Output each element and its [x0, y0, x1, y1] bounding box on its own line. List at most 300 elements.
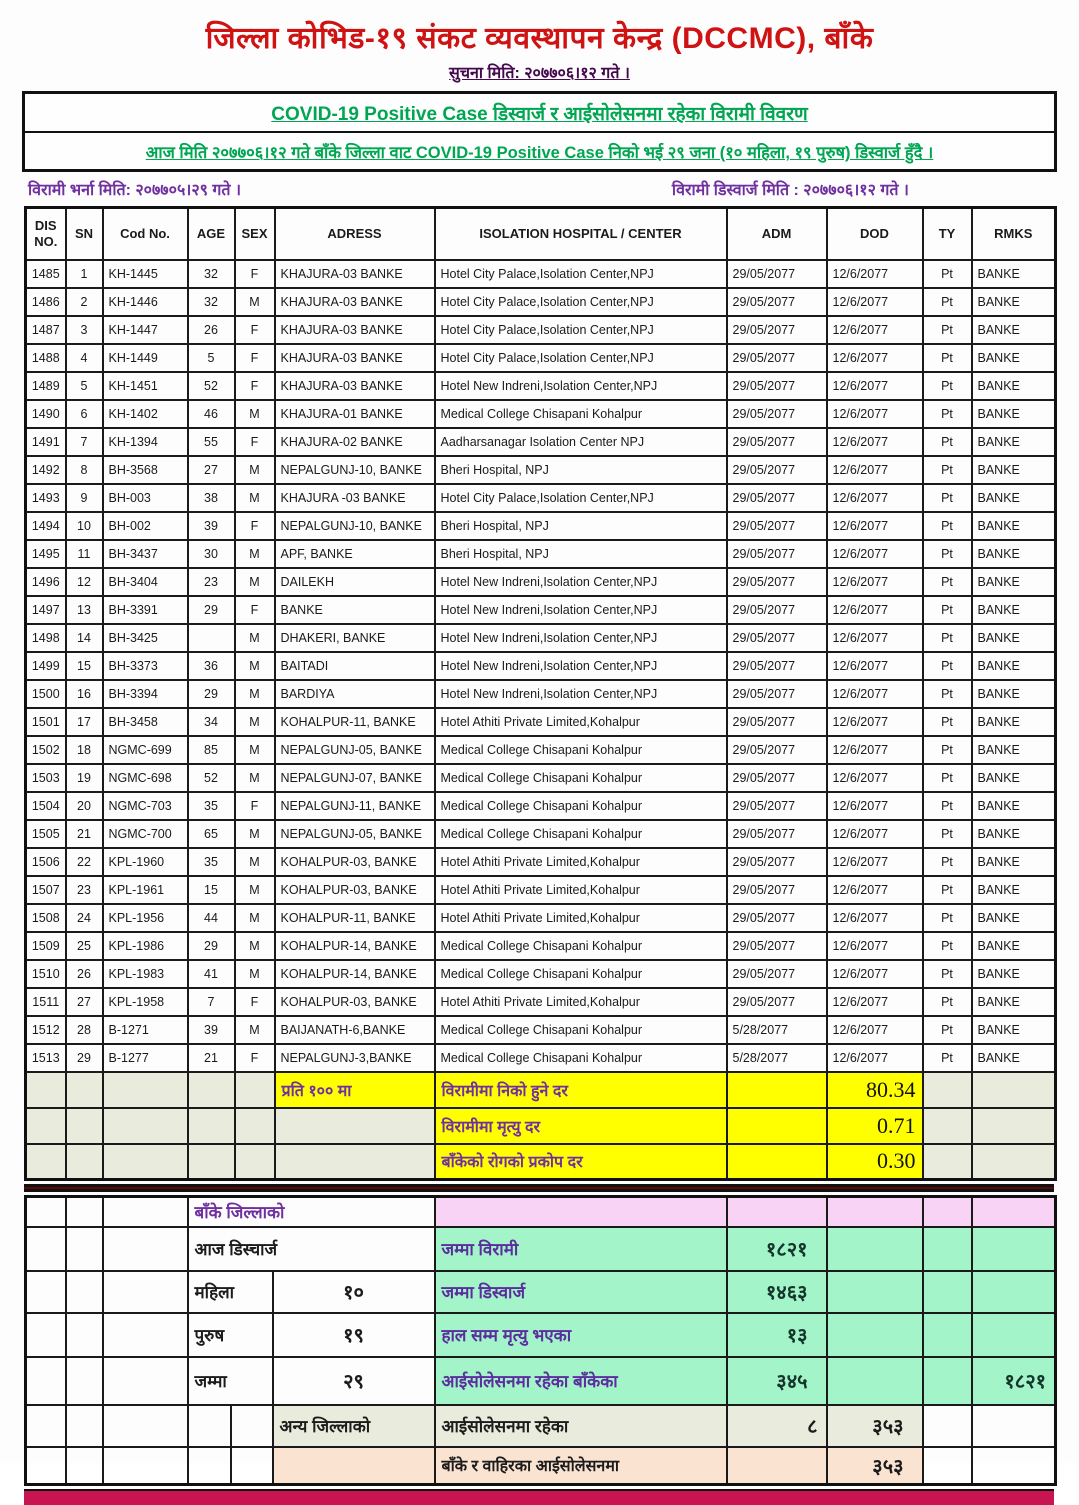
empty-cell	[188, 1447, 231, 1485]
cell-isolation-center: Bheri Hospital, NPJ	[435, 540, 727, 568]
cell-dis-no: 1512	[26, 1016, 66, 1044]
cell-dod: 12/6/2077	[827, 428, 923, 456]
cell-sex: F	[235, 596, 275, 624]
cell-cod-no: BH-3458	[103, 708, 188, 736]
empty-cell	[435, 1197, 727, 1227]
cell-rmks: BANKE	[972, 1016, 1056, 1044]
cell-ty: Pt	[923, 848, 972, 876]
cell-address: KHAJURA-03 BANKE	[275, 260, 435, 288]
cell-age: 39	[188, 512, 235, 540]
empty-cell	[26, 1447, 66, 1485]
empty-cell	[972, 1144, 1056, 1180]
cell-sn: 14	[66, 624, 103, 652]
cell-sn: 19	[66, 764, 103, 792]
cell-cod-no: NGMC-700	[103, 820, 188, 848]
rate-row-prevalence	[26, 1144, 1056, 1180]
empty-cell	[188, 1144, 235, 1180]
col-header-isolation-center: ISOLATION HOSPITAL / CENTER	[435, 208, 727, 260]
empty-cell	[103, 1227, 188, 1271]
notice-date: सुचना मिति: २०७७०६।१२ गते ।	[449, 65, 630, 82]
cell-adm: 29/05/2077	[727, 764, 827, 792]
cell-dis-no: 1509	[26, 932, 66, 960]
empty-cell	[26, 1405, 66, 1447]
male-count: १९	[273, 1313, 435, 1357]
cell-isolation-center: Hotel City Palace,Isolation Center,NPJ	[435, 484, 727, 512]
empty-cell	[188, 1405, 231, 1447]
cell-rmks: BANKE	[972, 316, 1056, 344]
cell-dod: 12/6/2077	[827, 596, 923, 624]
total-patients-value: १८२१	[727, 1227, 827, 1271]
empty-cell	[827, 1313, 923, 1357]
cell-ty: Pt	[923, 344, 972, 372]
cell-rmks: BANKE	[972, 624, 1056, 652]
cell-sex: F	[235, 792, 275, 820]
cell-cod-no: BH-3425	[103, 624, 188, 652]
empty-cell	[923, 1271, 972, 1313]
table-row	[26, 820, 1056, 848]
table-row	[26, 568, 1056, 596]
cell-sex: F	[235, 372, 275, 400]
cell-address: KHAJURA-03 BANKE	[275, 316, 435, 344]
cell-sn: 22	[66, 848, 103, 876]
header-box-line1: COVID-19 Positive Case डिस्वार्ज र आईसोलेसनमा रहेका विरामी विवरण	[25, 94, 1054, 133]
empty-cell	[972, 1447, 1056, 1485]
cell-cod-no: BH-002	[103, 512, 188, 540]
cell-ty: Pt	[923, 316, 972, 344]
empty-cell	[923, 1357, 972, 1405]
district-label: बाँके जिल्लाको	[188, 1197, 435, 1227]
cell-sn: 6	[66, 400, 103, 428]
cell-age: 7	[188, 988, 235, 1016]
table-row	[26, 288, 1056, 316]
cell-cod-no: BH-003	[103, 484, 188, 512]
cell-sn: 1	[66, 260, 103, 288]
cell-age: 26	[188, 316, 235, 344]
cell-address: NEPALGUNJ-3,BANKE	[275, 1044, 435, 1072]
cell-dod: 12/6/2077	[827, 372, 923, 400]
isolation-banke-value: ३४५	[727, 1357, 827, 1405]
cell-dis-no: 1511	[26, 988, 66, 1016]
cell-cod-no: KH-1446	[103, 288, 188, 316]
admission-date-label: विरामी भर्ना मिति: २०७७०५।२९ गते ।	[28, 182, 242, 199]
cell-isolation-center: Hotel City Palace,Isolation Center,NPJ	[435, 260, 727, 288]
cell-age: 5	[188, 344, 235, 372]
empty-cell	[103, 1357, 188, 1405]
cell-dis-no: 1494	[26, 512, 66, 540]
cell-address: NEPALGUNJ-10, BANKE	[275, 512, 435, 540]
cell-isolation-center: Hotel New Indreni,Isolation Center,NPJ	[435, 372, 727, 400]
cell-address: KOHALPUR-03, BANKE	[275, 848, 435, 876]
cell-sex: M	[235, 400, 275, 428]
cell-sex: F	[235, 260, 275, 288]
empty-cell	[235, 1108, 275, 1144]
sum-label: जम्मा	[188, 1357, 273, 1405]
cell-dis-no: 1490	[26, 400, 66, 428]
empty-cell	[231, 1447, 273, 1485]
per-100-label: प्रति १०० मा	[275, 1072, 435, 1108]
cell-isolation-center: Hotel Athiti Private Limited,Kohalpur	[435, 904, 727, 932]
cell-isolation-center: Medical College Chisapani Kohalpur	[435, 960, 727, 988]
cell-sn: 12	[66, 568, 103, 596]
empty-cell	[972, 1197, 1056, 1227]
cell-dis-no: 1497	[26, 596, 66, 624]
cell-age: 35	[188, 848, 235, 876]
cell-dis-no: 1508	[26, 904, 66, 932]
female-count: १०	[273, 1271, 435, 1313]
cell-dis-no: 1486	[26, 288, 66, 316]
summary-female-row	[26, 1271, 1056, 1313]
cell-isolation-center: Medical College Chisapani Kohalpur	[435, 400, 727, 428]
cell-sn: 2	[66, 288, 103, 316]
cell-cod-no: NGMC-699	[103, 736, 188, 764]
cell-adm: 29/05/2077	[727, 260, 827, 288]
cell-cod-no: KPL-1986	[103, 932, 188, 960]
empty-cell	[235, 1144, 275, 1180]
summary-sum-row	[26, 1357, 1056, 1405]
cell-address: APF, BANKE	[275, 540, 435, 568]
col-header-dis-no: DIS NO.	[26, 208, 66, 260]
empty-cell	[972, 1271, 1056, 1313]
cell-address: NEPALGUNJ-11, BANKE	[275, 792, 435, 820]
table-row	[26, 540, 1056, 568]
empty-cell	[923, 1197, 972, 1227]
cell-isolation-center: Hotel New Indreni,Isolation Center,NPJ	[435, 652, 727, 680]
cell-rmks: BANKE	[972, 708, 1056, 736]
patients-table	[24, 206, 1057, 1181]
cell-address: DAILEKH	[275, 568, 435, 596]
empty-cell	[26, 1197, 66, 1227]
cell-isolation-center: Medical College Chisapani Kohalpur	[435, 1016, 727, 1044]
cell-sn: 21	[66, 820, 103, 848]
empty-cell	[103, 1405, 188, 1447]
combined-isolation-label: बाँके र वाहिरका आईसोलेसनमा	[435, 1447, 727, 1485]
cell-address: NEPALGUNJ-05, BANKE	[275, 820, 435, 848]
cell-dod: 12/6/2077	[827, 764, 923, 792]
cell-address: BAITADI	[275, 652, 435, 680]
cell-sn: 26	[66, 960, 103, 988]
empty-cell	[972, 1072, 1056, 1108]
cell-rmks: BANKE	[972, 820, 1056, 848]
cell-address: NEPALGUNJ-07, BANKE	[275, 764, 435, 792]
cell-dis-no: 1493	[26, 484, 66, 512]
cell-dod: 12/6/2077	[827, 456, 923, 484]
cell-rmks: BANKE	[972, 484, 1056, 512]
cell-adm: 5/28/2077	[727, 1044, 827, 1072]
cell-isolation-center: Hotel City Palace,Isolation Center,NPJ	[435, 316, 727, 344]
cell-ty: Pt	[923, 372, 972, 400]
empty-cell	[972, 1227, 1056, 1271]
cell-sn: 24	[66, 904, 103, 932]
table-row	[26, 876, 1056, 904]
empty-cell	[827, 1271, 923, 1313]
cell-age: 29	[188, 932, 235, 960]
cell-dis-no: 1485	[26, 260, 66, 288]
cell-sn: 3	[66, 316, 103, 344]
cell-rmks: BANKE	[972, 876, 1056, 904]
cell-isolation-center: Hotel New Indreni,Isolation Center,NPJ	[435, 624, 727, 652]
cell-age: 23	[188, 568, 235, 596]
cell-sex: M	[235, 652, 275, 680]
cell-sex: M	[235, 708, 275, 736]
cell-dis-no: 1500	[26, 680, 66, 708]
cell-isolation-center: Hotel New Indreni,Isolation Center,NPJ	[435, 680, 727, 708]
empty-cell	[727, 1072, 827, 1108]
empty-cell	[727, 1447, 827, 1485]
cell-age: 21	[188, 1044, 235, 1072]
cell-rmks: BANKE	[972, 932, 1056, 960]
cell-cod-no: KPL-1958	[103, 988, 188, 1016]
cell-adm: 29/05/2077	[727, 596, 827, 624]
cell-sex: F	[235, 428, 275, 456]
cell-age: 52	[188, 764, 235, 792]
cell-isolation-center: Hotel Athiti Private Limited,Kohalpur	[435, 876, 727, 904]
table-row	[26, 708, 1056, 736]
cell-isolation-center: Hotel City Palace,Isolation Center,NPJ	[435, 288, 727, 316]
table-row	[26, 1044, 1056, 1072]
cell-isolation-center: Medical College Chisapani Kohalpur	[435, 820, 727, 848]
cell-rmks: BANKE	[972, 736, 1056, 764]
col-header-sn: SN	[66, 208, 103, 260]
summary-table	[24, 1195, 1057, 1486]
cell-sn: 29	[66, 1044, 103, 1072]
empty-cell	[26, 1271, 66, 1313]
separator-bar	[24, 1184, 1054, 1192]
cell-sex: M	[235, 904, 275, 932]
cell-ty: Pt	[923, 876, 972, 904]
cell-sn: 15	[66, 652, 103, 680]
cell-sn: 13	[66, 596, 103, 624]
cell-isolation-center: Aadharsanagar Isolation Center NPJ	[435, 428, 727, 456]
cell-address: KHAJURA-02 BANKE	[275, 428, 435, 456]
empty-cell	[103, 1197, 188, 1227]
recovery-rate-label: विरामीमा निको हुने दर	[435, 1072, 727, 1108]
cell-ty: Pt	[923, 736, 972, 764]
cell-dod: 12/6/2077	[827, 624, 923, 652]
table-row	[26, 764, 1056, 792]
cell-age: 41	[188, 960, 235, 988]
deaths-label: हाल सम्म मृत्यु भएका	[435, 1313, 727, 1357]
prevalence-rate-label: बाँकेको रोगको प्रकोप दर	[435, 1144, 727, 1180]
cell-age: 52	[188, 372, 235, 400]
cell-sn: 17	[66, 708, 103, 736]
cell-dis-no: 1503	[26, 764, 66, 792]
cell-dod: 12/6/2077	[827, 1016, 923, 1044]
cell-dod: 12/6/2077	[827, 568, 923, 596]
cell-ty: Pt	[923, 652, 972, 680]
sum-count: २९	[273, 1357, 435, 1405]
empty-cell	[66, 1405, 103, 1447]
col-header-cod-no: Cod No.	[103, 208, 188, 260]
cell-dod: 12/6/2077	[827, 736, 923, 764]
cell-dod: 12/6/2077	[827, 876, 923, 904]
recovery-rate-value: 80.34	[827, 1072, 923, 1108]
cell-age: 29	[188, 680, 235, 708]
empty-cell	[26, 1313, 66, 1357]
cell-ty: Pt	[923, 428, 972, 456]
cell-cod-no: B-1271	[103, 1016, 188, 1044]
table-row	[26, 344, 1056, 372]
cell-adm: 29/05/2077	[727, 316, 827, 344]
table-row	[26, 428, 1056, 456]
table-row	[26, 792, 1056, 820]
cell-cod-no: NGMC-698	[103, 764, 188, 792]
cell-sn: 5	[66, 372, 103, 400]
cell-address: KOHALPUR-03, BANKE	[275, 876, 435, 904]
cell-ty: Pt	[923, 680, 972, 708]
cell-age: 39	[188, 1016, 235, 1044]
empty-cell	[66, 1144, 103, 1180]
cell-adm: 29/05/2077	[727, 904, 827, 932]
cell-dod: 12/6/2077	[827, 820, 923, 848]
cell-sn: 27	[66, 988, 103, 1016]
empty-cell	[972, 1405, 1056, 1447]
empty-cell	[923, 1313, 972, 1357]
empty-cell	[972, 1313, 1056, 1357]
cell-dod: 12/6/2077	[827, 1044, 923, 1072]
other-isolation-label: आईसोलेसनमा रहेका	[435, 1405, 727, 1447]
table-row	[26, 372, 1056, 400]
table-row	[26, 316, 1056, 344]
cell-ty: Pt	[923, 708, 972, 736]
cell-isolation-center: Hotel Athiti Private Limited,Kohalpur	[435, 988, 727, 1016]
cell-sex: F	[235, 512, 275, 540]
table-row	[26, 596, 1056, 624]
empty-cell	[66, 1313, 103, 1357]
cell-adm: 29/05/2077	[727, 428, 827, 456]
other-district-label: अन्य जिल्लाको	[273, 1405, 435, 1447]
cell-address: KOHALPUR-03, BANKE	[275, 988, 435, 1016]
cell-address: NEPALGUNJ-05, BANKE	[275, 736, 435, 764]
cell-sex: M	[235, 764, 275, 792]
table-row	[26, 848, 1056, 876]
cell-dis-no: 1491	[26, 428, 66, 456]
cell-age: 30	[188, 540, 235, 568]
cell-sn: 4	[66, 344, 103, 372]
empty-cell	[103, 1271, 188, 1313]
cell-sex: M	[235, 680, 275, 708]
cell-ty: Pt	[923, 596, 972, 624]
empty-cell	[827, 1227, 923, 1271]
cell-age: 34	[188, 708, 235, 736]
total-discharge-label: जम्मा डिस्वार्ज	[435, 1271, 727, 1313]
empty-cell	[727, 1108, 827, 1144]
table-row	[26, 1016, 1056, 1044]
table-row	[26, 484, 1056, 512]
isolation-banke-rmks-value: १८२१	[972, 1357, 1056, 1405]
col-header-age: AGE	[188, 208, 235, 260]
cell-ty: Pt	[923, 288, 972, 316]
other-isolation-count: ८	[727, 1405, 827, 1447]
cell-adm: 29/05/2077	[727, 288, 827, 316]
empty-cell	[66, 1108, 103, 1144]
cell-rmks: BANKE	[972, 428, 1056, 456]
empty-cell	[273, 1447, 435, 1485]
cell-isolation-center: Hotel New Indreni,Isolation Center,NPJ	[435, 596, 727, 624]
cell-rmks: BANKE	[972, 372, 1056, 400]
total-discharge-value: १४६३	[727, 1271, 827, 1313]
empty-cell	[827, 1197, 923, 1227]
cell-dis-no: 1499	[26, 652, 66, 680]
cell-dis-no: 1489	[26, 372, 66, 400]
empty-cell	[231, 1405, 273, 1447]
cell-adm: 29/05/2077	[727, 344, 827, 372]
cell-ty: Pt	[923, 624, 972, 652]
prevalence-rate-value: 0.30	[827, 1144, 923, 1180]
header-box	[22, 91, 1057, 172]
cell-dis-no: 1501	[26, 708, 66, 736]
cell-sex: F	[235, 1044, 275, 1072]
col-header-rmks: RMKS	[972, 208, 1056, 260]
table-row	[26, 624, 1056, 652]
cell-adm: 29/05/2077	[727, 736, 827, 764]
cell-address: KHAJURA-03 BANKE	[275, 344, 435, 372]
empty-cell	[923, 1405, 972, 1447]
cell-cod-no: KPL-1961	[103, 876, 188, 904]
cell-ty: Pt	[923, 960, 972, 988]
male-label: पुरुष	[188, 1313, 273, 1357]
cell-rmks: BANKE	[972, 260, 1056, 288]
cell-rmks: BANKE	[972, 540, 1056, 568]
footer-bar	[24, 1489, 1054, 1505]
empty-cell	[188, 1108, 235, 1144]
other-isolation-total: ३५३	[827, 1405, 923, 1447]
cell-dis-no: 1492	[26, 456, 66, 484]
cell-adm: 29/05/2077	[727, 820, 827, 848]
empty-cell	[923, 1108, 972, 1144]
deaths-value: १३	[727, 1313, 827, 1357]
empty-cell	[827, 1357, 923, 1405]
cell-address: KOHALPUR-11, BANKE	[275, 708, 435, 736]
death-rate-value: 0.71	[827, 1108, 923, 1144]
cell-adm: 29/05/2077	[727, 848, 827, 876]
cell-cod-no: KH-1447	[103, 316, 188, 344]
cell-adm: 5/28/2077	[727, 1016, 827, 1044]
cell-rmks: BANKE	[972, 988, 1056, 1016]
cell-adm: 29/05/2077	[727, 512, 827, 540]
cell-age: 44	[188, 904, 235, 932]
cell-adm: 29/05/2077	[727, 932, 827, 960]
empty-cell	[66, 1197, 103, 1227]
cell-sex: M	[235, 456, 275, 484]
cell-address: KHAJURA-03 BANKE	[275, 288, 435, 316]
empty-cell	[923, 1447, 972, 1485]
cell-isolation-center: Hotel City Palace,Isolation Center,NPJ	[435, 344, 727, 372]
cell-isolation-center: Medical College Chisapani Kohalpur	[435, 736, 727, 764]
cell-dis-no: 1488	[26, 344, 66, 372]
cell-adm: 29/05/2077	[727, 484, 827, 512]
empty-cell	[923, 1072, 972, 1108]
cell-ty: Pt	[923, 260, 972, 288]
header-box-line2: आज मिति २०७७०६।१२ गते बाँके जिल्ला वाट COVID-19 Positive Case निको भई २९ जना (१० महिला, १९ पुरुष) डिस्वार्ज हुँदै ।	[145, 144, 934, 162]
cell-cod-no: BH-3394	[103, 680, 188, 708]
cell-age: 55	[188, 428, 235, 456]
cell-rmks: BANKE	[972, 680, 1056, 708]
empty-cell	[66, 1271, 103, 1313]
cell-cod-no: KH-1402	[103, 400, 188, 428]
cell-dod: 12/6/2077	[827, 652, 923, 680]
cell-adm: 29/05/2077	[727, 624, 827, 652]
cell-rmks: BANKE	[972, 1044, 1056, 1072]
cell-dis-no: 1498	[26, 624, 66, 652]
cell-age: 38	[188, 484, 235, 512]
cell-dod: 12/6/2077	[827, 708, 923, 736]
cell-ty: Pt	[923, 904, 972, 932]
empty-cell	[103, 1313, 188, 1357]
cell-adm: 29/05/2077	[727, 988, 827, 1016]
table-row	[26, 260, 1056, 288]
cell-cod-no: BH-3391	[103, 596, 188, 624]
summary-male-row	[26, 1313, 1056, 1357]
